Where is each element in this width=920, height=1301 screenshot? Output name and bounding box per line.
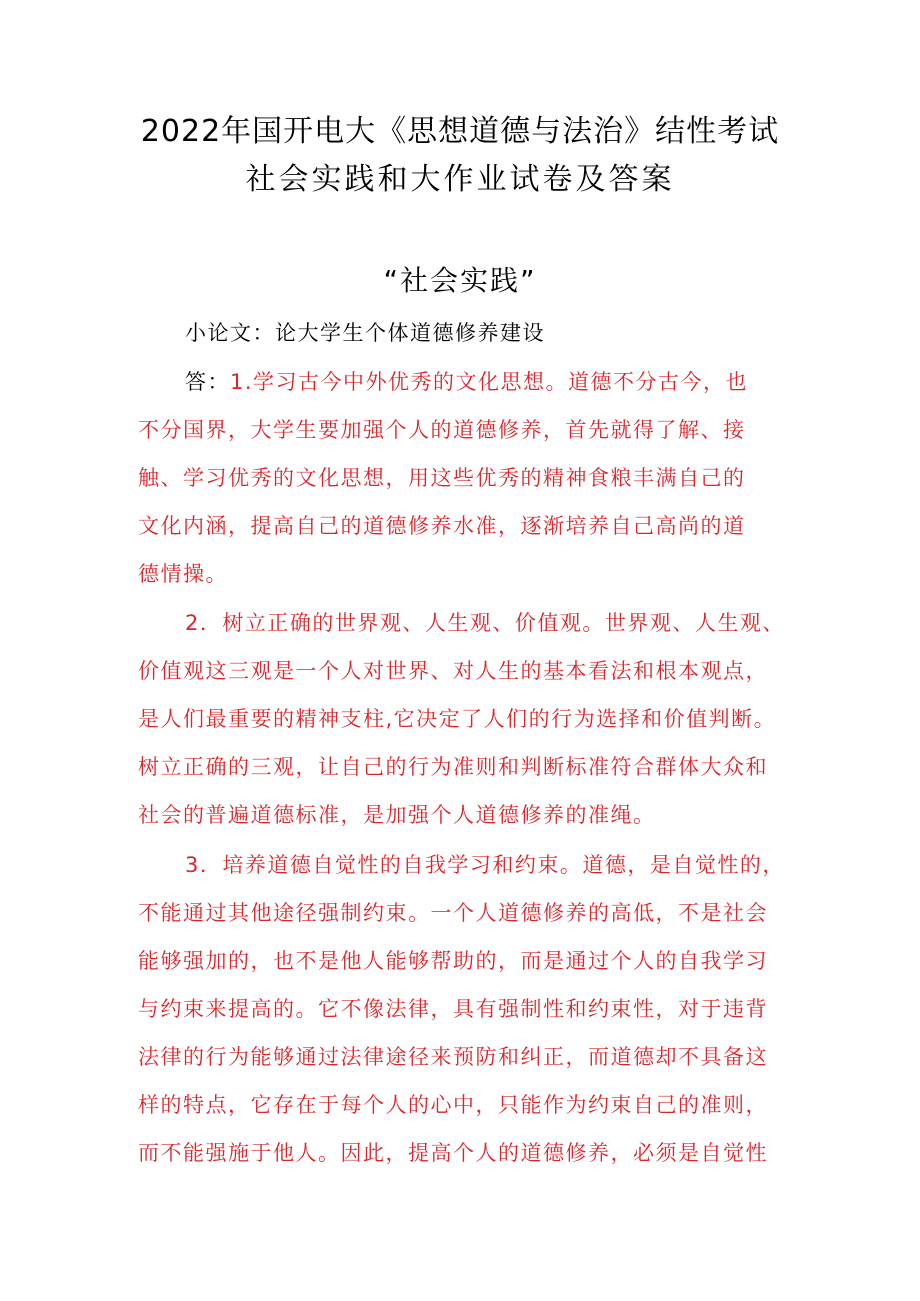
paragraph-1-line: 文化内涵，提高自己的道德修养水准，逐渐培养自己高尚的道 bbox=[138, 514, 746, 538]
paragraph-3-line: 法律的行为能够通过法律途径来预防和纠正，而道德却不具备这 bbox=[138, 1045, 768, 1069]
answer-prefix: 答： bbox=[185, 370, 230, 394]
paragraph-2-line: 社会的普遍道德标准，是加强个人道德修养的准绳。 bbox=[138, 803, 656, 827]
paragraph-3-line: 而不能强施于他人。因此，提高个人的道德修养，必须是自觉性 bbox=[138, 1141, 768, 1165]
paragraph-1-line: 触、学习优秀的文化思想，用这些优秀的精神食粮丰满自己的 bbox=[138, 466, 746, 490]
document-title-line-1: 2022年国开电大《思想道德与法治》结性考试 bbox=[140, 114, 780, 149]
paragraph-2-line: 是人们最重要的精神支柱,它决定了人们的行为选择和价值判断。 bbox=[138, 707, 777, 731]
paragraph-2-line: 价值观这三观是一个人对世界、对人生的基本看法和根本观点， bbox=[138, 659, 768, 683]
document-title-line-2: 社会实践和大作业试卷及答案 bbox=[245, 162, 675, 197]
paragraph-2-line: 2．树立正确的世界观、人生观、价值观。世界观、人生观、 bbox=[185, 611, 785, 635]
paragraph-3-line: 3．培养道德自觉性的自我学习和约束。道德，是自觉性的， bbox=[185, 853, 785, 877]
paragraph-1-line: 德情操。 bbox=[138, 562, 228, 586]
paragraph-3-line: 能够强加的，也不是他人能够帮助的，而是通过个人的自我学习 bbox=[138, 949, 768, 973]
paragraph-3-line: 与约束来提高的。它不像法律，具有强制性和约束性，对于违背 bbox=[138, 997, 768, 1021]
paragraph-3-line: 样的特点，它存在于每个人的心中，只能作为约束自己的准则， bbox=[138, 1093, 768, 1117]
paragraph-1-line: 1.学习古今中外优秀的文化思想。道德不分古今，也 bbox=[230, 370, 749, 394]
answer-first-line bbox=[185, 367, 748, 397]
paragraph-2-line: 树立正确的三观，让自己的行为准则和判断标准符合群体大众和 bbox=[138, 755, 768, 779]
paragraph-3-line: 不能通过其他途径强制约束。一个人道德修养的高低，不是社会 bbox=[138, 901, 768, 925]
paragraph-1-line: 不分国界，大学生要加强个人的道德修养，首先就得了解、接 bbox=[138, 418, 746, 442]
essay-topic: 小论文：论大学生个体道德修养建设 bbox=[185, 321, 545, 345]
section-heading: “社会实践” bbox=[383, 264, 537, 297]
